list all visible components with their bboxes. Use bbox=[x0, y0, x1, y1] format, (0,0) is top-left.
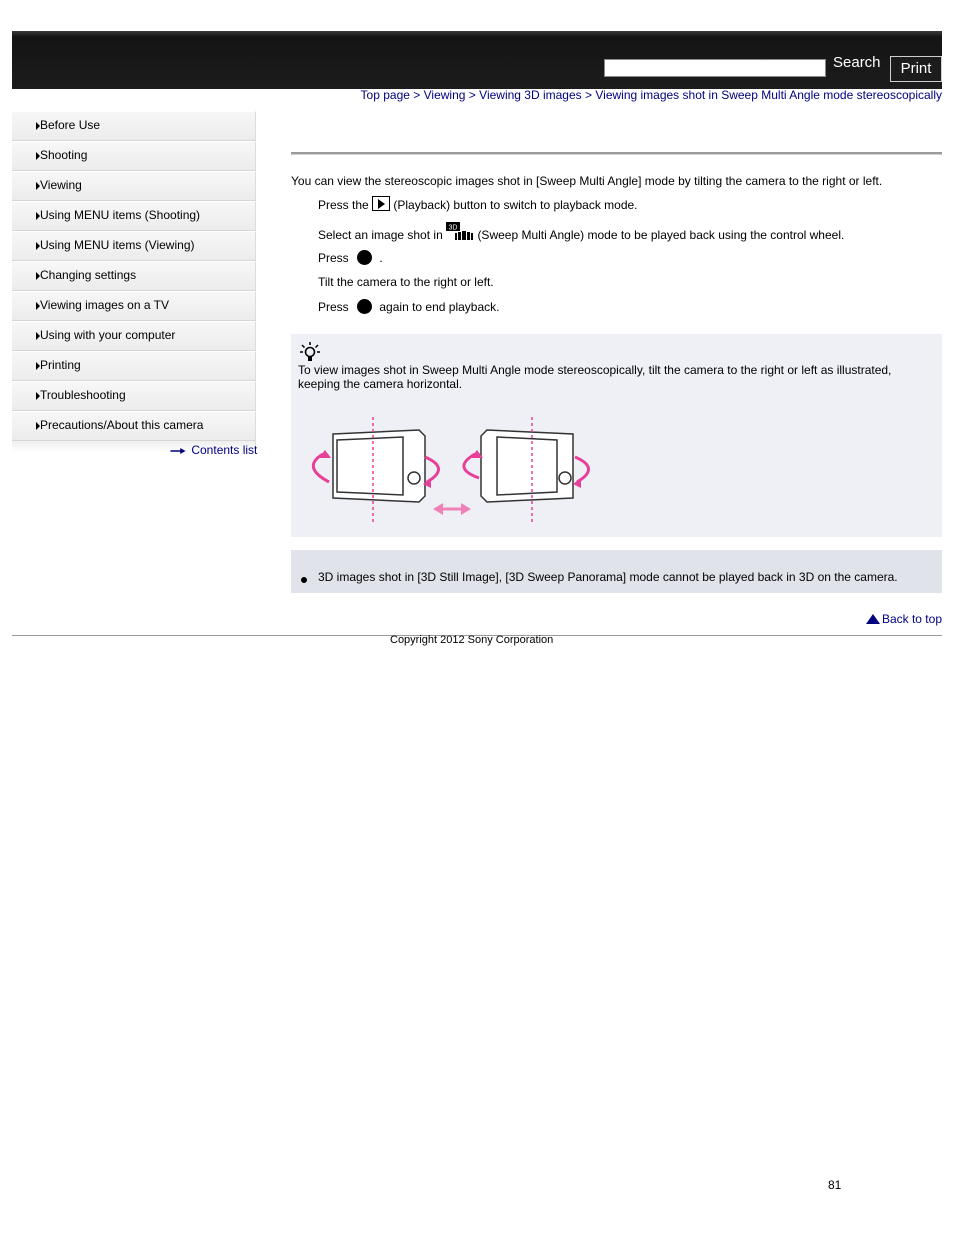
camera-tilt-illustration bbox=[301, 412, 601, 527]
search-button[interactable]: Search bbox=[833, 54, 881, 71]
hint-text: To view images shot in Sweep Multi Angle mode stereoscopically, tilt the camera to the right or left as illustrated, keeping the camera horizontal. bbox=[298, 363, 892, 391]
breadcrumb-separator: > bbox=[468, 88, 476, 102]
step-1 bbox=[318, 196, 638, 212]
center-button-icon bbox=[357, 299, 372, 314]
step-4: Tilt the camera to the right or left. bbox=[318, 275, 494, 289]
sidebar-item-label: Printing bbox=[40, 358, 81, 372]
arrow-right-icon bbox=[36, 122, 40, 130]
playback-icon bbox=[372, 196, 390, 211]
sidebar-item-menu-viewing[interactable] bbox=[12, 231, 256, 261]
breadcrumb-separator: > bbox=[585, 88, 593, 102]
step-text: Press bbox=[318, 251, 349, 265]
sidebar-item-precautions[interactable] bbox=[12, 411, 256, 441]
step-text: again to end playback. bbox=[379, 300, 500, 314]
back-to-top-label: Back to top bbox=[881, 612, 942, 626]
arrow-right-icon bbox=[36, 332, 40, 340]
sidebar-item-viewing[interactable] bbox=[12, 171, 256, 201]
step-text: Press bbox=[318, 300, 349, 314]
hint-box bbox=[291, 334, 942, 537]
sidebar-item-label: Using MENU items (Shooting) bbox=[40, 208, 201, 222]
sidebar-item-label: Viewing images on a TV bbox=[40, 298, 169, 312]
sidebar-item-printing[interactable] bbox=[12, 351, 256, 381]
title-divider bbox=[291, 152, 942, 155]
sidebar bbox=[12, 111, 256, 453]
arrow-right-icon bbox=[168, 448, 188, 454]
svg-text:3D: 3D bbox=[448, 224, 458, 232]
sidebar-item-shooting[interactable] bbox=[12, 141, 256, 171]
center-button-icon bbox=[357, 250, 372, 265]
search-input[interactable] bbox=[604, 59, 826, 77]
note-text: 3D images shot in [3D Still Image], [3D Sweep Panorama] mode cannot be played back in 3D on the camera. bbox=[318, 570, 898, 584]
sidebar-item-label: Troubleshooting bbox=[40, 388, 126, 402]
sidebar-item-label: Changing settings bbox=[40, 268, 137, 282]
arrow-right-icon bbox=[36, 422, 40, 430]
step-2 bbox=[318, 222, 844, 242]
arrow-right-icon bbox=[36, 392, 40, 400]
arrow-right-icon bbox=[36, 182, 40, 190]
sidebar-item-label: Before Use bbox=[40, 118, 101, 132]
breadcrumb-link-top[interactable]: Top page bbox=[360, 88, 410, 102]
intro-text: You can view the stereoscopic images shot in [Sweep Multi Angle] mode by tilting the camera to the right or left. bbox=[291, 174, 883, 188]
print-button[interactable]: Print bbox=[890, 56, 942, 82]
arrow-right-icon bbox=[36, 362, 40, 370]
camera-tilted-left bbox=[313, 417, 438, 524]
arrow-right-icon bbox=[36, 242, 40, 250]
arrow-right-icon bbox=[36, 152, 40, 160]
note-box bbox=[291, 550, 942, 593]
copyright-text: Copyright 2012 Sony Corporation bbox=[390, 634, 554, 646]
step-3 bbox=[318, 250, 383, 265]
sidebar-item-menu-shooting[interactable] bbox=[12, 201, 256, 231]
step-text: (Sweep Multi Angle) mode to be played back using the control wheel. bbox=[477, 228, 845, 242]
step-text: . bbox=[379, 251, 383, 265]
arrow-right-icon bbox=[36, 302, 40, 310]
sidebar-item-label: Shooting bbox=[40, 148, 88, 162]
step-text: Select an image shot in bbox=[318, 228, 443, 242]
back-to-top-link[interactable] bbox=[866, 612, 942, 626]
arrow-right-icon bbox=[36, 212, 40, 220]
sidebar-item-changing-settings[interactable] bbox=[12, 261, 256, 291]
step-text: (Playback) button to switch to playback mode. bbox=[393, 198, 638, 212]
lightbulb-hint-icon bbox=[300, 342, 320, 364]
breadcrumb-link-3d[interactable]: Viewing 3D images bbox=[479, 88, 582, 102]
breadcrumb bbox=[361, 88, 942, 102]
breadcrumb-link-viewing[interactable]: Viewing bbox=[423, 88, 466, 102]
sidebar-item-label: Precautions/About this camera bbox=[40, 418, 204, 432]
arrow-right-icon bbox=[36, 272, 40, 280]
sweep-multi-angle-icon bbox=[446, 222, 474, 242]
sidebar-item-label: Using MENU items (Viewing) bbox=[40, 238, 195, 252]
contents-list-link[interactable] bbox=[168, 443, 257, 457]
breadcrumb-link-current[interactable]: Viewing images shot in Sweep Multi Angle mode stereoscopically bbox=[595, 88, 942, 102]
step-5 bbox=[318, 299, 499, 314]
contents-list-label: Contents list bbox=[191, 443, 258, 457]
breadcrumb-separator: > bbox=[413, 88, 421, 102]
sidebar-item-before-use[interactable] bbox=[12, 111, 256, 141]
bullet-icon bbox=[301, 577, 307, 583]
double-arrow-icon bbox=[433, 503, 471, 515]
sidebar-item-tv[interactable] bbox=[12, 291, 256, 321]
header-bar bbox=[12, 31, 942, 89]
step-text: Press the bbox=[318, 198, 369, 212]
arrow-up-icon bbox=[866, 614, 880, 624]
camera-tilted-right bbox=[464, 417, 589, 524]
sidebar-item-troubleshooting[interactable] bbox=[12, 381, 256, 411]
sidebar-item-label: Viewing bbox=[40, 178, 82, 192]
sidebar-item-label: Using with your computer bbox=[40, 328, 176, 342]
sidebar-item-computer[interactable] bbox=[12, 321, 256, 351]
page-number: 81 bbox=[828, 1178, 842, 1192]
